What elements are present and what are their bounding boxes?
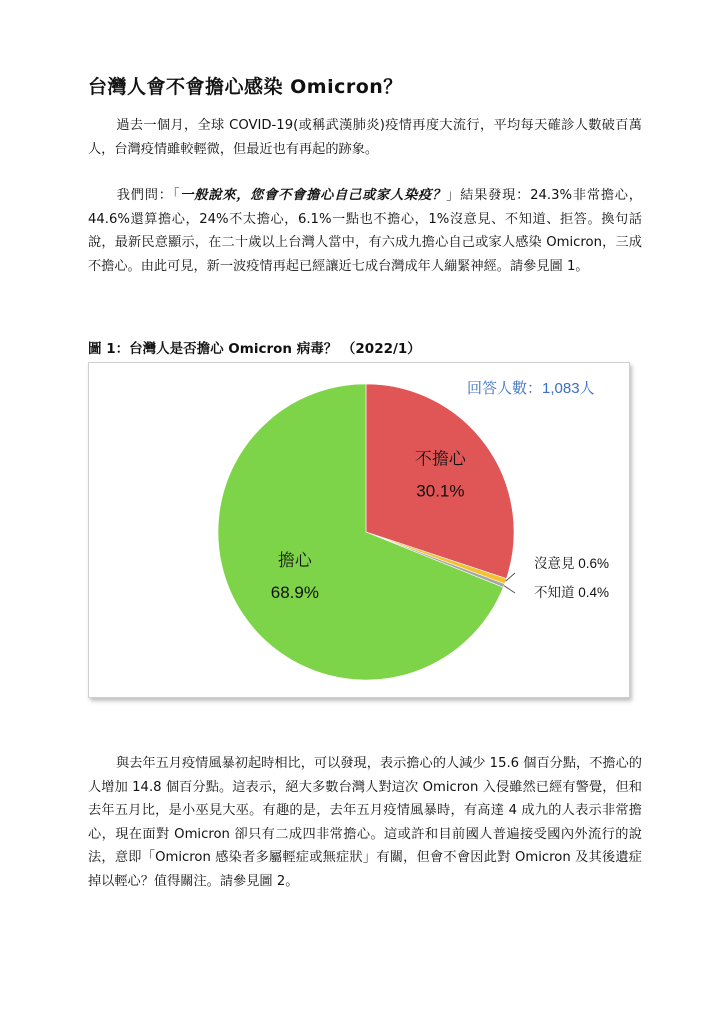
paragraph-intro-text: 過去一個月，全球 COVID-19(或稱武漢肺炎)疫情再度大流行，平均每天確診人數破百萬人，台灣疫情雖較輕微，但最近也有再起的跡象。 bbox=[88, 118, 642, 157]
pie-chart bbox=[89, 363, 629, 697]
paragraph-intro bbox=[88, 114, 642, 161]
paragraph-results bbox=[88, 184, 642, 278]
figure-caption: 圖 1：台灣人是否擔心 Omicron 病毒？ （2022/1） bbox=[88, 341, 421, 357]
slice-label-2: 不知道 0.4% bbox=[534, 585, 610, 600]
paragraph-results-text: 」結果發現：24.3%非常擔心，44.6%還算擔心，24%不太擔心，6.1%一點也不擔心，1%沒意見、不知道、拒答。換句話說，最新民意顯示，在二十歲以上台灣人當中，有六成九擔心自己或家人感染 Omicron，三成不擔心。由此可見，新一波疫情再起已經讓近七成台灣成年人繃緊神經。請參見圖 1。 bbox=[88, 188, 642, 274]
survey-question: 一般說來，您會不會擔心自己或家人染疫？ bbox=[180, 188, 447, 203]
slice-label-value-0: 30.1% bbox=[416, 481, 465, 501]
slice-label-value-3: 68.9% bbox=[270, 583, 319, 603]
slice-label-1: 沒意見 0.6% bbox=[534, 556, 610, 571]
paragraph-comparison-text: 與去年五月疫情風暴初起時相比，可以發現，表示擔心的人減少 15.6 個百分點，不擔心的人增加 14.8 個百分點。這表示，絕大多數台灣人對這次 Omicron 入侵雖然已經有警覺，但和去年五月比，是小巫見大巫。有趣的是，去年五月疫情風暴時，有高達 4 成九的人表示非常擔心，現在面對 Omicron 卻只有二成四非常擔心。這或許和目前國人普遍接受國內外流行的說法，意即「Omicron 感染者多屬輕症或無症狀」有關，但會不會因此對 Omicron 及其後遺症掉以輕心？值得關注。請參見圖 2。 bbox=[88, 756, 642, 889]
slice-label-name-3: 擔心 bbox=[277, 551, 312, 571]
respondent-count-annotation: 回答人數：1,083人 bbox=[467, 380, 595, 397]
document-title: 台灣人會不會擔心感染 Omicron？ bbox=[88, 76, 403, 98]
pie-chart-figure bbox=[88, 362, 630, 698]
leader-line-2 bbox=[504, 586, 515, 593]
paragraph-comparison bbox=[88, 752, 642, 893]
paragraph-results-prefix: 我們問：「 bbox=[116, 188, 181, 203]
slice-label-name-0: 不擔心 bbox=[414, 449, 466, 469]
